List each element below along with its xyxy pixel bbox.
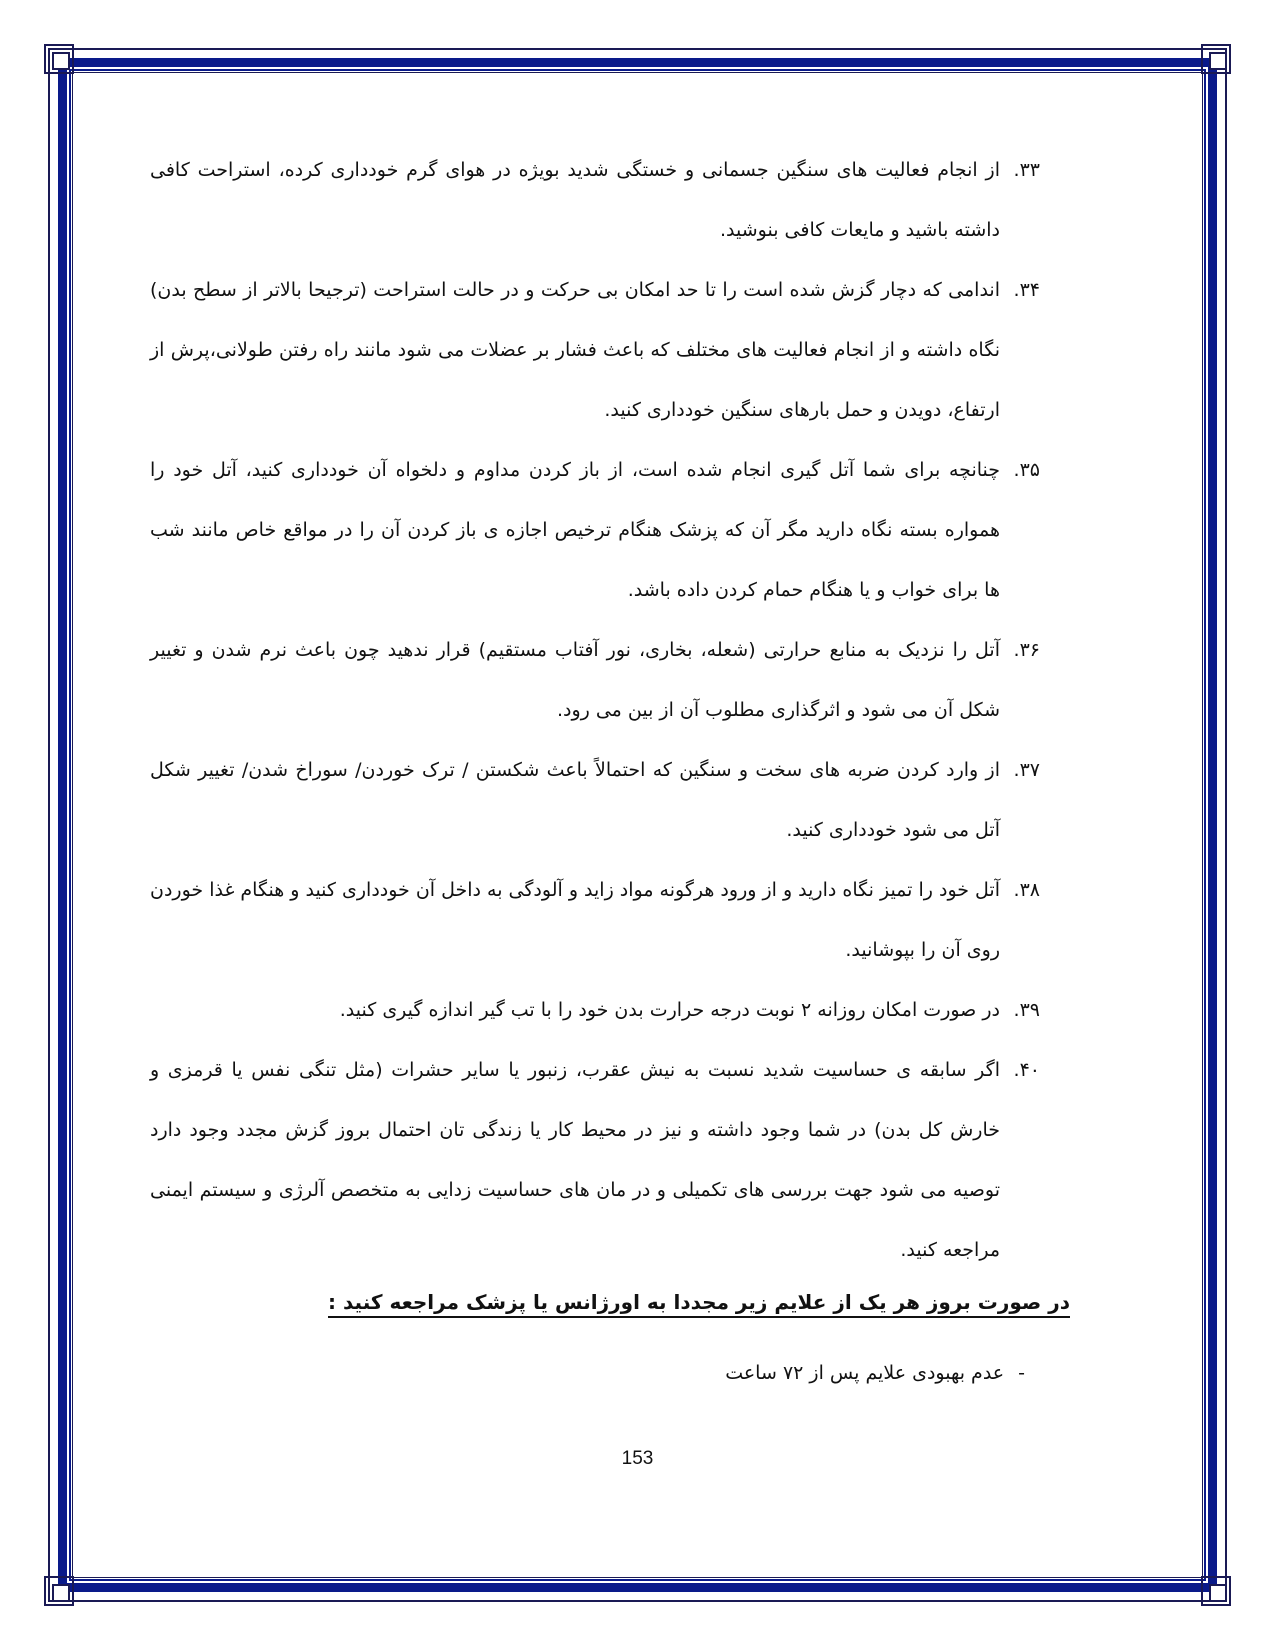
page-number: 153	[621, 1448, 654, 1469]
list-item	[150, 980, 1040, 1040]
item-text: آتل را نزدیک به منابع حرارتی (شعله، بخاری، نور آفتاب مستقیم) قرار ندهید چون باعث نرم شدن و تغییر شکل آن می شود و اثرگذاری مطلوب آن از بین می رود.	[150, 639, 1000, 721]
item-number: ۳۴.	[1013, 279, 1040, 301]
list-item	[150, 620, 1040, 740]
item-text: در صورت امکان روزانه ۲ نوبت درجه حرارت بدن خود را با تب گیر اندازه گیری کنید.	[339, 999, 1000, 1021]
item-number: ۳۳.	[1013, 159, 1040, 181]
bullet-text: عدم بهبودی علایم پس از ۷۲ ساعت	[725, 1362, 1005, 1384]
item-text: آتل خود را تمیز نگاه دارید و از ورود هرگونه مواد زاید و آلودگی به داخل آن خودداری کنید و هنگام غذا خوردن روی آن را بپوشانید.	[150, 879, 1000, 961]
list-item	[150, 1040, 1040, 1280]
list-item	[150, 740, 1040, 860]
frame-corner-ornament	[44, 44, 74, 74]
item-text: چنانچه برای شما آتل گیری انجام شده است، از باز کردن مداوم و دلخواه آن خودداری کنید، آتل خود را همواره بسته نگاه دارید مگر آن که پزشک هنگام ترخیص اجازه ی باز کردن آن را در مواقع خاص مانند شب ها برای خواب و یا هنگام حمام کردن داده باشد.	[150, 459, 1000, 601]
item-text: از وارد کردن ضربه های سخت و سنگین که احتمالاً باعث شکستن / ترک خوردن/ سوراخ شدن/ تغییر شکل آتل می شود خودداری کنید.	[150, 759, 1000, 841]
instructions-list	[150, 140, 1040, 1280]
list-item	[150, 140, 1040, 260]
item-number: ۳۹.	[1013, 999, 1040, 1021]
item-text: اندامی که دچار گزش شده است را تا حد امکان بی حرکت و در حالت استراحت (ترجیحا بالاتر از سطح بدن) نگاه داشته و از انجام فعالیت های مختلف که باعث فشار بر عضلات می شود مانند راه رفتن طولانی،پرش از ارتفاع، دویدن و حمل بارهای سنگین خودداری کنید.	[150, 279, 1000, 421]
item-number: ۳۷.	[1013, 759, 1040, 781]
list-item	[150, 260, 1040, 440]
bullet-item	[725, 1362, 1025, 1384]
item-number: ۴۰.	[1013, 1059, 1040, 1081]
frame-corner-ornament	[1201, 1576, 1231, 1606]
item-number: ۳۵.	[1013, 459, 1040, 481]
item-text: اگر سابقه ی حساسیت شدید نسبت به نیش عقرب، زنبور یا سایر حشرات (مثل تنگی نفس یا قرمزی و خارش کل بدن) در شما وجود داشته و نیز در محیط کار یا زندگی تان احتمال بروز گزش مجدد وجود دارد توصیه می شود جهت بررسی های تکمیلی و در مان های حساسیت زدایی به متخصص آلرژی و سیستم ایمنی مراجعه کنید.	[150, 1059, 1000, 1261]
frame-corner-ornament	[44, 1576, 74, 1606]
section-heading: در صورت بروز هر یک از علایم زیر مجددا به اورژانس یا پزشک مراجعه کنید :	[328, 1290, 1070, 1318]
item-text: از انجام فعالیت های سنگین جسمانی و خستگی شدید بویژه در هوای گرم خودداری کرده، استراحت کافی داشته باشید و مایعات کافی بنوشید.	[150, 159, 1000, 241]
item-number: ۳۶.	[1013, 639, 1040, 661]
list-item	[150, 860, 1040, 980]
frame-corner-ornament	[1201, 44, 1231, 74]
bullet-mark: -	[1018, 1362, 1025, 1384]
item-number: ۳۸.	[1013, 879, 1040, 901]
list-item	[150, 440, 1040, 620]
